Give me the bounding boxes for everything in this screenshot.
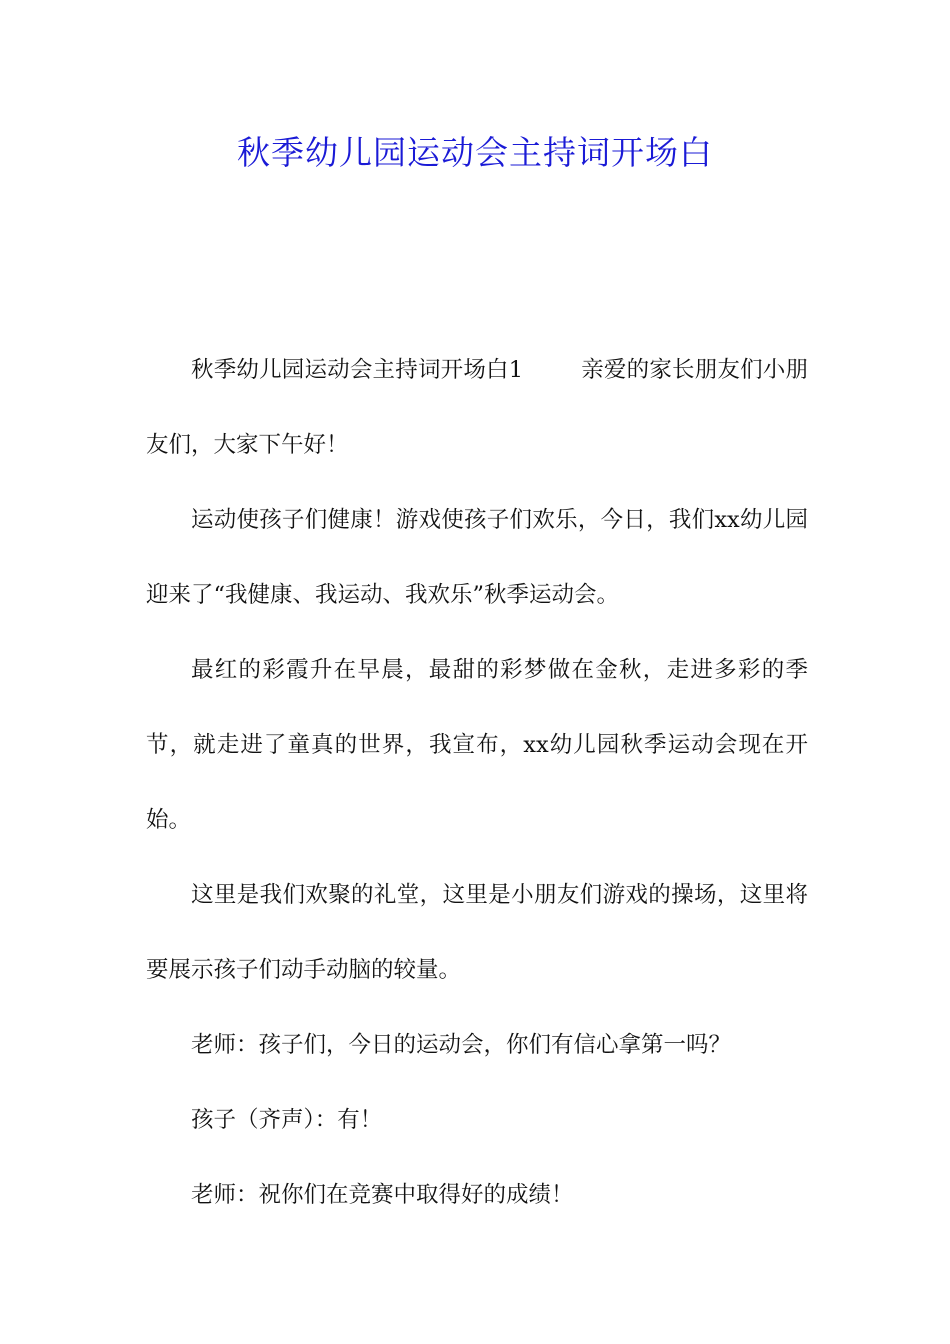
paragraph-intro bbox=[146, 333, 808, 483]
document-body bbox=[146, 333, 808, 1233]
paragraph: 老师：祝你们在竞赛中取得好的成绩！ bbox=[191, 1182, 574, 1208]
paragraph-text: 亲爱的家长朋友们小朋友们，大家下午好！ bbox=[146, 357, 808, 458]
paragraph: 老师：孩子们，今日的运动会，你们有信心拿第一吗？ bbox=[191, 1032, 732, 1058]
paragraph: 运动使孩子们健康！游戏使孩子们欢乐，今日，我们xx幼儿园迎来了“我健康、我运动、我欢乐”秋季运动会。 bbox=[146, 507, 808, 608]
paragraph: 最红的彩霞升在早晨，最甜的彩梦做在金秋，走进多彩的季节，就走进了童真的世界，我宣布，xx幼儿园秋季运动会现在开始。 bbox=[146, 657, 808, 833]
document-title: 秋季幼儿园运动会主持词开场白 bbox=[237, 133, 713, 172]
paragraph: 这里是我们欢聚的礼堂，这里是小朋友们游戏的操场，这里将要展示孩子们动手动脑的较量。 bbox=[146, 882, 808, 983]
paragraph: 孩子（齐声）：有！ bbox=[191, 1107, 383, 1133]
section-heading: 秋季幼儿园运动会主持词开场白1 bbox=[191, 357, 524, 383]
